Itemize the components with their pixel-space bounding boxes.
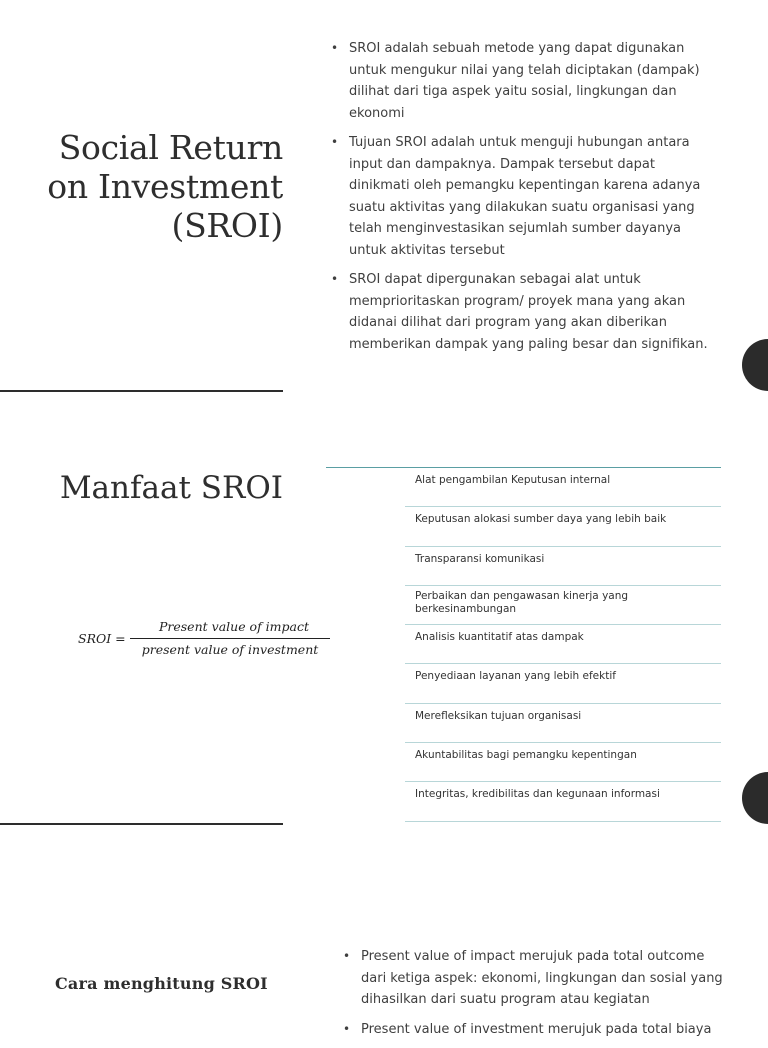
title-line: Social Return xyxy=(58,128,283,167)
benefit-item: Integritas, kredibilitas dan kegunaan informasi xyxy=(405,782,721,821)
bullet-item: • Tujuan SROI adalah untuk menguji hubungan antara input dan dampaknya. Dampak tersebut dapat dinikmati oleh pemangku kepentingan karena adanya suatu aktivitas yang dilakukan suatu organisasi yang telah menginvestasikan sejumlah sumber dayanya untuk aktivitas tersebut xyxy=(331,132,711,261)
benefit-item: Alat pengambilan Keputusan internal xyxy=(405,468,721,507)
title-line: (SROI) xyxy=(171,206,283,245)
benefit-item: Merefleksikan tujuan organisasi xyxy=(405,704,721,743)
bullet-item: • Present value of investment merujuk pada total biaya xyxy=(343,1019,733,1041)
calc-bullet-list xyxy=(343,946,733,1048)
title-line: on Investment xyxy=(47,167,283,206)
bullet-item: • Present value of impact merujuk pada total outcome dari ketiga aspek: ekonomi, lingkungan dan sosial yang dihasilkan dari suatu program atau kegiatan xyxy=(343,946,733,1011)
benefit-item: Akuntabilitas bagi pemangku kepentingan xyxy=(405,743,721,782)
formula-lhs: SROI = xyxy=(78,631,126,646)
benefit-item: Analisis kuantitatif atas dampak xyxy=(405,625,721,664)
formula-numerator: Present value of impact xyxy=(158,619,310,634)
benefit-item: Keputusan alokasi sumber daya yang lebih baik xyxy=(405,507,721,546)
benefit-item: Transparansi komunikasi xyxy=(405,547,721,586)
benefit-item: Perbaikan dan pengawasan kinerja yang berkesinambungan xyxy=(405,586,721,625)
benefit-item: Penyediaan layanan yang lebih efektif xyxy=(405,664,721,703)
slide-title: Manfaat SROI xyxy=(59,470,283,506)
bullet-item: • SROI adalah sebuah metode yang dapat digunakan untuk mengukur nilai yang telah diciptakan (dampak) dilihat dari tiga aspek yaitu sosial, lingkungan dan ekonomi xyxy=(331,38,711,124)
bullet-item: • SROI dapat dipergunakan sebagai alat untuk memprioritaskan program/ proyek mana yang akan didanai dilihat dari program yang akan diberikan memberikan dampak yang paling besar dan signifikan. xyxy=(331,269,711,355)
slide-title: Cara menghitung SROI xyxy=(55,974,268,993)
formula-denominator: present value of investment xyxy=(141,642,319,657)
